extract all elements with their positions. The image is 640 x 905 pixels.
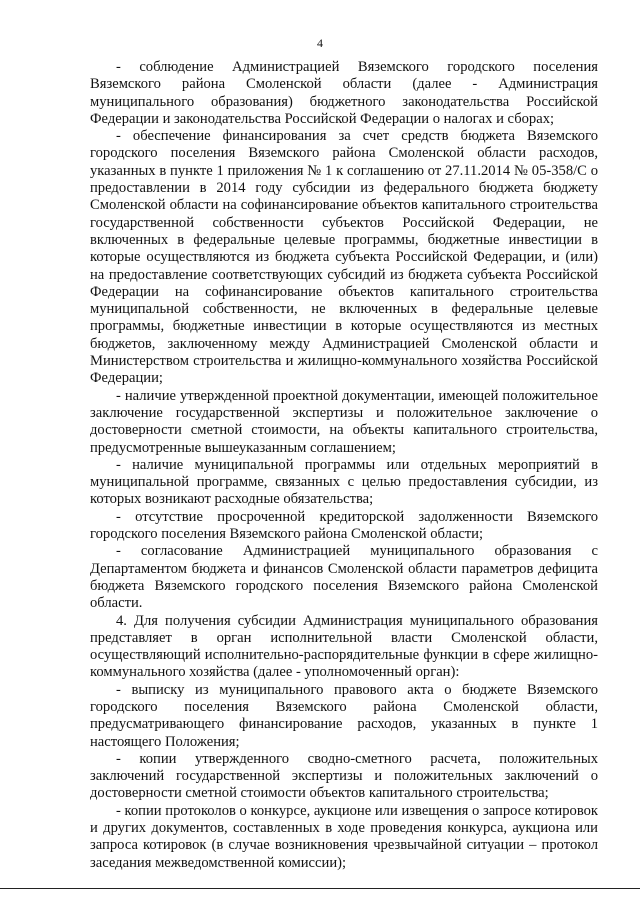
paragraph: - выписку из муниципального правового акта о бюджете Вяземского городского поселения Вяземского района Смоленской области, предусматривающего финансирование расходов, указанных в пункте 1 настоящего Положения; <box>90 681 598 750</box>
bottom-rule <box>0 888 640 889</box>
paragraph: - копии утвержденного сводно-сметного расчета, положительных заключений государственной экспертизы и положительных заключений о достоверности сметной стоимости объектов капитального строительства; <box>90 750 598 802</box>
paragraph: - наличие муниципальной программы или отдельных мероприятий в муниципальной программе, связанных с целью предоставления субсидии, из которых возникают расходные обязательства; <box>90 456 598 508</box>
paragraph: 4. Для получения субсидии Администрация муниципального образования представляет в орган исполнительной власти Смоленской области, осуществляющий исполнительно-распорядительные функции в сфере жилищно-коммунального хозяйства (далее - уполномоченный орган): <box>90 612 598 681</box>
page-number: 4 <box>317 36 323 50</box>
paragraph: - наличие утвержденной проектной документации, имеющей положительное заключение государственной экспертизы и положительное заключение о достоверности сметной стоимости, на объекты капитального строительства, предусмотренные вышеуказанным соглашением; <box>90 387 598 456</box>
paragraph: - копии протоколов о конкурсе, аукционе или извещения о запросе котировок и других документов, составленных в ходе проведения конкурса, аукциона или запроса котировок (в случае возникновения чрезвычайной ситуации – протокол заседания межведомственной комиссии); <box>90 802 598 871</box>
paragraph: - согласование Администрацией муниципального образования с Департаментом бюджета и финансов Смоленской области параметров дефицита бюджета Вяземского городского поселения Вяземского района Смоленской области. <box>90 543 598 612</box>
paragraph: - отсутствие просроченной кредиторской задолженности Вяземского городского поселения Вяземского района Смоленской области; <box>90 508 598 543</box>
document-body <box>90 59 598 872</box>
paragraph: - обеспечение финансирования за счет средств бюджета Вяземского городского поселения Вяземского района Смоленской области расходов, указанных в пункте 1 приложения № 1 к соглашению от 27.11.2014 № 05-358/С о предоставлении в 2014 году субсидии из федерального бюджета бюджету Смоленской области на софинансирование объектов капитального строительства государственной собственности субъектов Российской Федерации, не включенных в федеральные целевые программы, бюджетные инвестиции в которые осуществляются из бюджета субъекта Российской Федерации, и (или) на предоставление соответствующих субсидий из бюджета субъекта Российской Федерации на софинансирование объектов капитального строительства муниципальной собственности, не включенных в федеральные целевые программы, бюджетные инвестиции в которые осуществляются из местных бюджетов, заключенному между Администрацией Смоленской области и Министерством строительства и жилищно-коммунального хозяйства Российской Федерации; <box>90 128 598 387</box>
paragraph: - соблюдение Администрацией Вяземского городского поселения Вяземского района Смоленской области (далее - Администрация муниципального образования) бюджетного законодательства Российской Федерации и законодательства Российской Федерации о налогах и сборах; <box>90 59 598 127</box>
